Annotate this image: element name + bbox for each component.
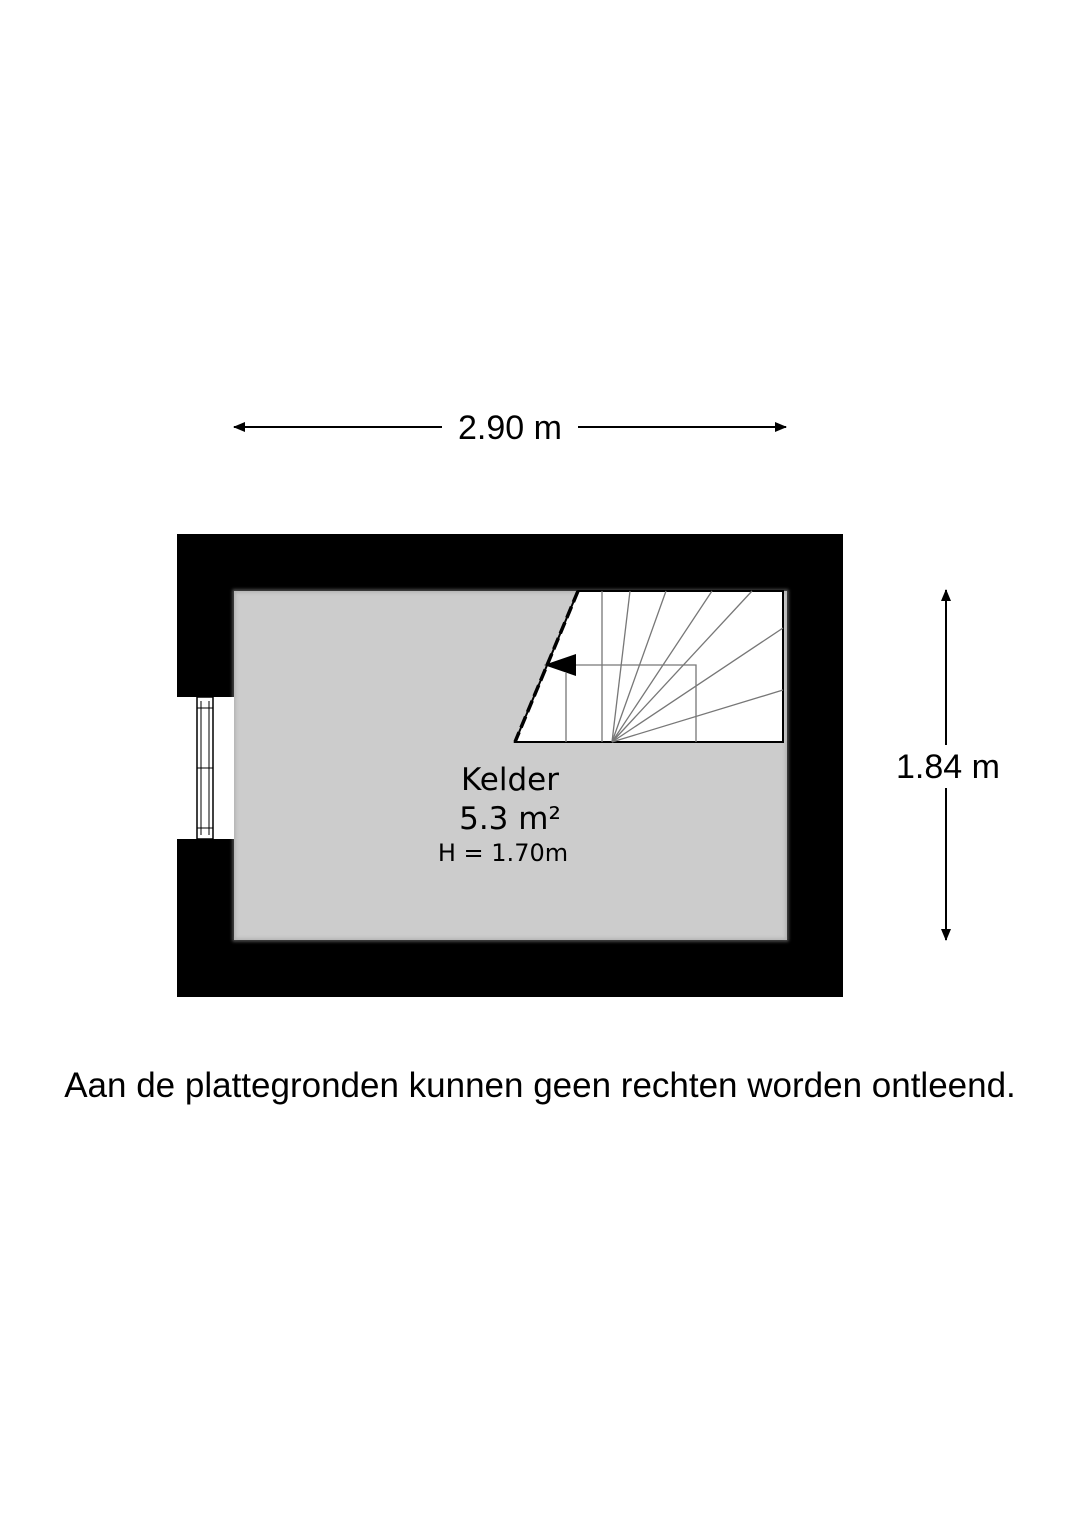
width-dimension	[234, 409, 786, 447]
room-name: Kelder	[461, 762, 559, 798]
disclaimer-text: Aan de plattegronden kunnen geen rechten worden ontleend.	[64, 1066, 1016, 1105]
height-dimension	[896, 590, 1000, 940]
room-area: 5.3 m²	[459, 801, 561, 837]
width-label: 2.90 m	[458, 409, 562, 447]
height-label: 1.84 m	[896, 748, 1000, 786]
window	[177, 697, 234, 839]
room-height: H = 1.70m	[437, 839, 569, 867]
